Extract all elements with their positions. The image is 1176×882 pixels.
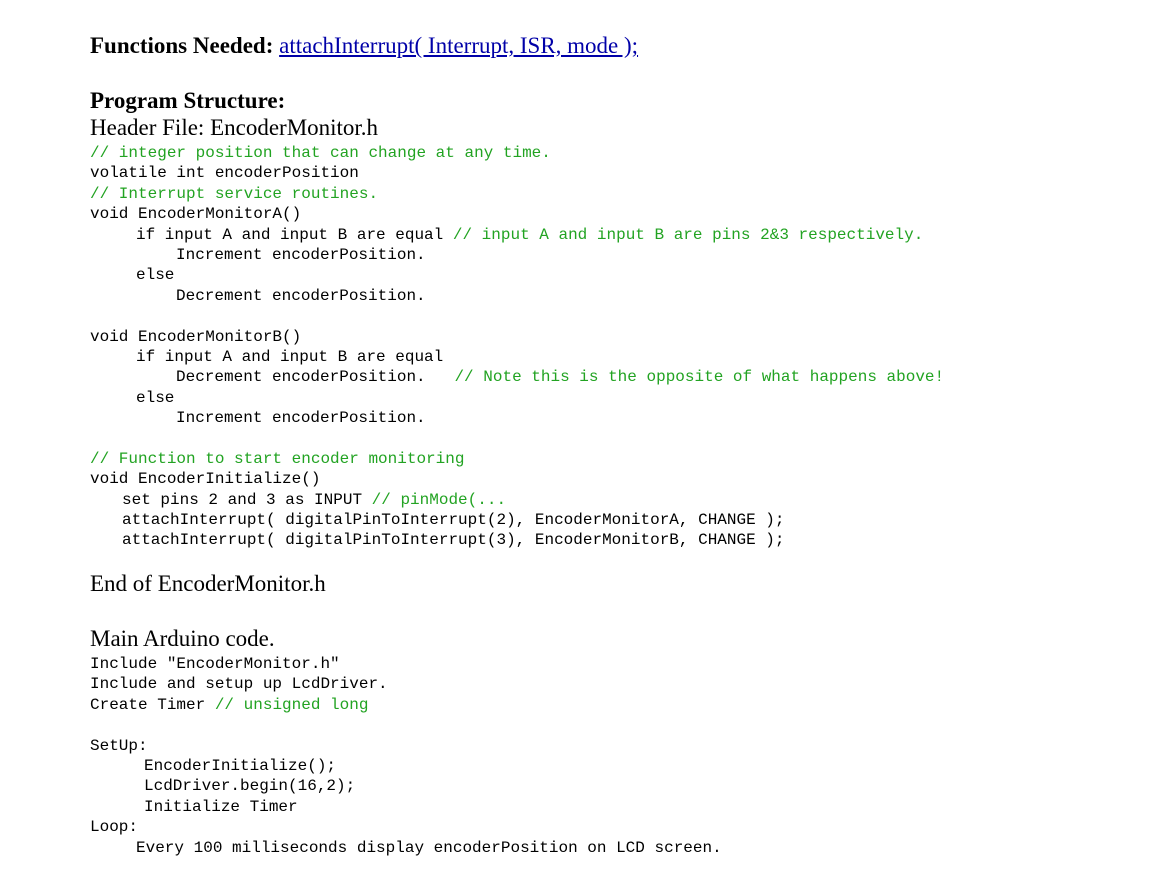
code-comment: // Note this is the opposite of what happens above! bbox=[454, 368, 945, 387]
main-code-title: Main Arduino code. bbox=[90, 626, 275, 651]
code-line bbox=[90, 695, 722, 715]
code-comment: // pinMode(... bbox=[371, 490, 507, 509]
code-text: Increment encoderPosition. bbox=[176, 409, 426, 428]
header-end-label: End of EncoderMonitor.h bbox=[90, 571, 326, 596]
code-text: set pins 2 and 3 as INPUT bbox=[122, 490, 372, 509]
code-line bbox=[90, 367, 944, 387]
functions-needed-label: Functions Needed: bbox=[90, 33, 274, 58]
code-line bbox=[90, 797, 722, 817]
code-text: Include "EncoderMonitor.h" bbox=[90, 655, 340, 673]
functions-needed-line bbox=[90, 33, 638, 59]
blank-line bbox=[90, 306, 944, 326]
code-text: Create Timer bbox=[90, 695, 215, 714]
code-text: LcdDriver.begin(16,2); bbox=[144, 777, 356, 796]
code-line bbox=[90, 184, 944, 204]
code-line bbox=[90, 225, 944, 245]
code-comment: // input A and input B are pins 2&3 respectively. bbox=[452, 225, 924, 244]
code-line bbox=[90, 265, 944, 285]
code-text: Loop: bbox=[90, 818, 139, 837]
code-line bbox=[90, 756, 722, 776]
code-text: Decrement encoderPosition. bbox=[176, 286, 426, 305]
code-line bbox=[90, 204, 944, 224]
code-line bbox=[90, 327, 944, 347]
code-text: EncoderInitialize(); bbox=[144, 756, 337, 775]
code-line bbox=[90, 530, 944, 550]
main-code-block bbox=[90, 654, 722, 858]
program-structure-heading: Program Structure: bbox=[90, 88, 286, 113]
header-code-block bbox=[90, 143, 944, 551]
code-line bbox=[90, 838, 722, 858]
code-line bbox=[90, 408, 944, 428]
code-text: Include and setup up LcdDriver. bbox=[90, 675, 388, 694]
code-text: attachInterrupt( digitalPinToInterrupt(3), EncoderMonitorB, CHANGE ); bbox=[122, 531, 785, 550]
code-text: else bbox=[136, 388, 175, 407]
code-text: Initialize Timer bbox=[144, 797, 298, 816]
code-text: if input A and input B are equal bbox=[136, 225, 453, 244]
header-file-title: Header File: EncoderMonitor.h bbox=[90, 115, 379, 140]
code-text: else bbox=[136, 266, 175, 285]
code-line bbox=[90, 654, 722, 674]
code-text: volatile int encoderPosition bbox=[90, 164, 359, 183]
code-line bbox=[90, 163, 944, 183]
code-line bbox=[90, 510, 944, 530]
code-line bbox=[90, 245, 944, 265]
code-text: if input A and input B are equal bbox=[136, 347, 444, 366]
code-line bbox=[90, 143, 944, 163]
code-line bbox=[90, 490, 944, 510]
code-line bbox=[90, 449, 944, 469]
code-comment: // integer position that can change at any time. bbox=[90, 144, 551, 162]
code-line bbox=[90, 347, 944, 367]
code-line bbox=[90, 286, 944, 306]
blank-line bbox=[90, 715, 722, 735]
attach-interrupt-link[interactable]: attachInterrupt( Interrupt, ISR, mode ); bbox=[279, 33, 639, 58]
code-text: void EncoderMonitorB() bbox=[90, 327, 302, 346]
code-text: Increment encoderPosition. bbox=[176, 245, 426, 264]
code-text: SetUp: bbox=[90, 736, 148, 755]
code-text: void EncoderMonitorA() bbox=[90, 205, 302, 224]
code-line bbox=[90, 674, 722, 694]
code-line bbox=[90, 469, 944, 489]
code-comment: // Interrupt service routines. bbox=[90, 184, 379, 203]
code-text: Every 100 milliseconds display encoderPosition on LCD screen. bbox=[136, 838, 722, 857]
code-line bbox=[90, 817, 722, 837]
code-text: void EncoderInitialize() bbox=[90, 470, 321, 489]
code-comment: // unsigned long bbox=[214, 695, 369, 714]
blank-line bbox=[90, 428, 944, 448]
code-line bbox=[90, 776, 722, 796]
code-line bbox=[90, 736, 722, 756]
code-line bbox=[90, 388, 944, 408]
code-comment: // Function to start encoder monitoring bbox=[90, 449, 465, 468]
code-text: Decrement encoderPosition. bbox=[176, 368, 455, 387]
code-text: attachInterrupt( digitalPinToInterrupt(2), EncoderMonitorA, CHANGE ); bbox=[122, 511, 785, 530]
